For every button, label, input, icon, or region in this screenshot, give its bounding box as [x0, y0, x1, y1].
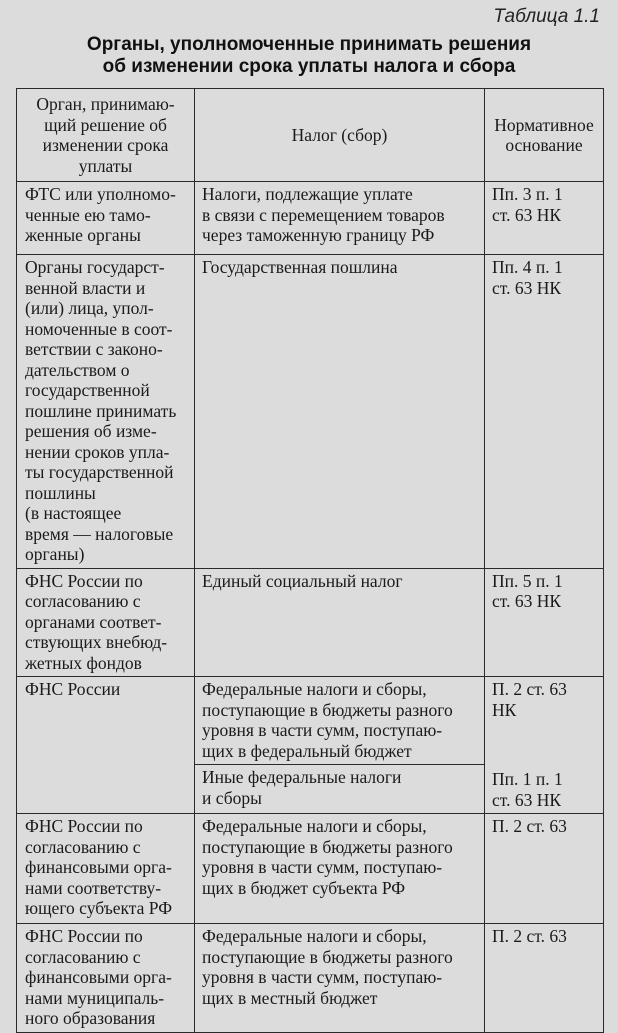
cell-line: жетных фондов — [25, 652, 142, 673]
cell-authority — [17, 814, 195, 924]
cell-authority — [17, 255, 195, 569]
cell-basis — [485, 814, 604, 924]
authorities-table — [16, 88, 604, 1033]
cell-line: ты государственной — [25, 462, 174, 482]
cell-line: ст. 63 НК — [492, 591, 562, 611]
cell-line: номоченные в соот- — [25, 318, 173, 339]
header-tax — [195, 89, 485, 182]
cell-line: Иные федеральные налоги — [202, 767, 402, 787]
header-basis — [485, 89, 604, 182]
cell-basis — [485, 568, 604, 677]
cell-line: П. 2 ст. 63 — [492, 679, 567, 699]
cell-line: женные органы — [25, 225, 141, 245]
table-row — [17, 568, 604, 677]
cell-line: и сборы — [202, 787, 262, 808]
cell-line: Пп. 5 п. 1 — [492, 570, 563, 591]
cell-line: через таможенную границу РФ — [202, 225, 435, 245]
cell-line: ного образования — [25, 1008, 156, 1028]
cell-line: согласованию с — [25, 946, 141, 967]
cell-line: НК — [492, 699, 517, 720]
cell-line: уровня в части сумм, поступаю- — [202, 967, 443, 987]
cell-basis — [485, 182, 604, 255]
cell-line: ющего субъекта РФ — [25, 898, 173, 918]
cell-basis — [485, 677, 604, 765]
cell-line: Налоги, подлежащие уплате — [202, 184, 413, 204]
cell-line: венной власти и — [25, 277, 146, 298]
cell-line: ФТС или уполномо- — [25, 184, 176, 204]
cell-authority — [17, 568, 195, 677]
table-title-line-2: об изменении срока уплаты налога и сбора — [102, 56, 516, 77]
cell-line: ст. 63 НК — [492, 204, 562, 225]
cell-line: Федеральные налоги и сборы, — [202, 926, 427, 946]
cell-line: Федеральные налоги и сборы, — [202, 816, 427, 836]
table-row — [17, 255, 604, 569]
cell-line: щих в бюджет субъекта РФ — [202, 877, 406, 898]
cell-tax — [195, 677, 485, 765]
cell-basis-2 — [485, 765, 604, 814]
cell-line: Орган, принимаю- — [36, 94, 175, 114]
cell-line: финансовыми орга- — [25, 967, 172, 987]
cell-line: (в настоящее — [25, 503, 122, 523]
table-row — [17, 677, 604, 765]
cell-line: финансовыми орга- — [25, 857, 172, 877]
cell-line: поступающие в бюджеты разного — [202, 699, 453, 720]
cell-line: поступающие в бюджеты разного — [202, 946, 453, 967]
cell-tax-2 — [195, 765, 485, 814]
cell-line: уровня в части сумм, поступаю- — [202, 857, 443, 877]
cell-line: щих в местный бюджет — [202, 987, 378, 1008]
table-title-line-1: Органы, уполномоченные принимать решения — [86, 34, 532, 55]
cell-line: ФНС России по — [25, 570, 143, 591]
header-authority — [17, 89, 195, 182]
cell-line: Пп. 1 п. 1 — [492, 769, 563, 789]
table-row — [17, 814, 604, 924]
cell-line: уровня в части сумм, поступаю- — [202, 720, 443, 740]
cell-tax — [195, 182, 485, 255]
cell-line: ФНС России — [25, 679, 121, 699]
cell-basis — [485, 255, 604, 569]
cell-line: поступающие в бюджеты разного — [202, 836, 453, 857]
cell-line: основание — [505, 135, 583, 155]
cell-line: ветствии с законо- — [25, 339, 163, 359]
cell-line: согласованию с — [25, 591, 141, 611]
cell-line: Пп. 4 п. 1 — [492, 257, 563, 277]
cell-line: органы) — [25, 544, 85, 564]
cell-basis — [485, 924, 604, 1033]
cell-line: время — налоговые — [25, 523, 174, 544]
cell-line: ст. 63 НК — [492, 277, 562, 298]
cell-tax — [195, 255, 485, 569]
cell-tax — [195, 814, 485, 924]
cell-line: Нормативное — [494, 114, 594, 135]
cell-line: решения об изме- — [25, 421, 157, 441]
cell-line: ФНС России по — [25, 926, 143, 946]
cell-line: нении сроков упла- — [25, 441, 170, 462]
cell-line: в связи с перемещением товаров — [202, 204, 445, 225]
cell-line: (или) лица, упол- — [25, 298, 154, 318]
table-row — [17, 924, 604, 1033]
cell-line: Единый социальный налог — [202, 570, 403, 591]
cell-authority — [17, 924, 195, 1033]
cell-line: государственной — [25, 380, 150, 400]
cell-line: дательством о — [25, 359, 130, 380]
table-caption: Таблица 1.1 — [493, 6, 600, 27]
cell-line: нами муниципаль- — [25, 987, 165, 1008]
cell-line: Государственная пошлина — [202, 257, 398, 277]
cell-line: ченные ею тамо- — [25, 204, 151, 225]
cell-line: ст. 63 НК — [492, 789, 562, 810]
table-title — [20, 34, 598, 78]
cell-line: щих в федеральный бюджет — [202, 740, 412, 761]
cell-line: ФНС России по — [25, 816, 143, 836]
cell-line: органами соответ- — [25, 611, 162, 632]
cell-line: Налог (сбор) — [291, 124, 388, 145]
cell-line: согласованию с — [25, 836, 141, 857]
cell-line: пошлине принимать — [25, 400, 177, 421]
cell-authority — [17, 182, 195, 255]
cell-tax — [195, 924, 485, 1033]
cell-line: П. 2 ст. 63 — [492, 926, 567, 946]
cell-line: Федеральные налоги и сборы, — [202, 679, 427, 699]
cell-line: П. 2 ст. 63 — [492, 816, 567, 836]
table-row — [17, 182, 604, 255]
cell-line: ствующих внебюд- — [25, 632, 168, 652]
cell-line: изменении срока — [42, 135, 169, 155]
cell-line: щий решение об — [44, 114, 167, 135]
cell-authority — [17, 677, 195, 814]
table-header-row — [17, 89, 604, 182]
cell-tax — [195, 568, 485, 677]
cell-line: Органы государст- — [25, 257, 165, 277]
cell-line: уплаты — [78, 155, 133, 176]
cell-line: Пп. 3 п. 1 — [492, 184, 563, 204]
cell-line: нами соответству- — [25, 877, 162, 898]
cell-line: пошлины — [25, 482, 96, 503]
